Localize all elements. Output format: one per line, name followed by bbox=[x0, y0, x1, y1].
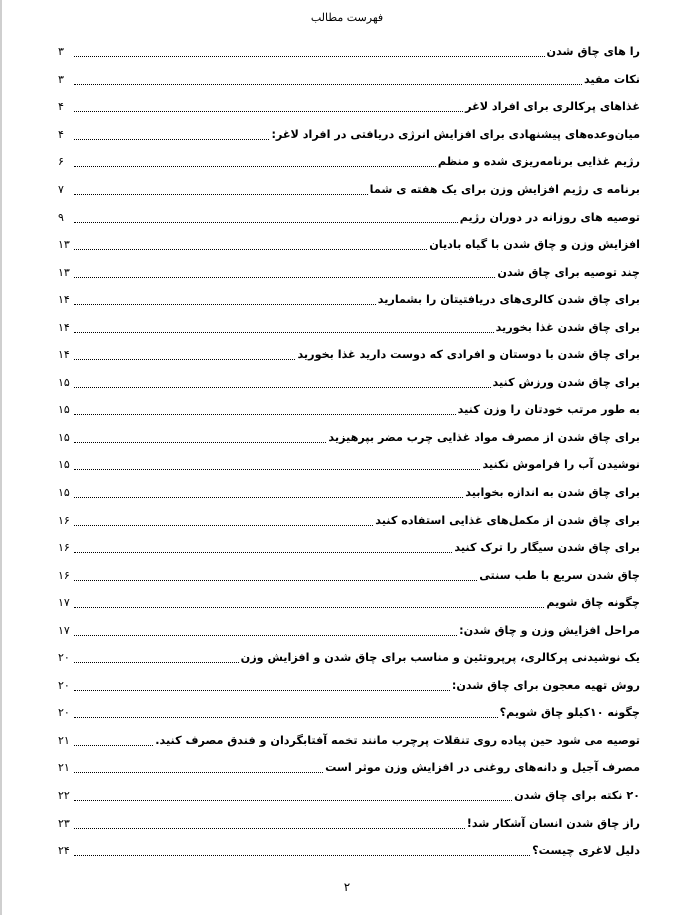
toc-entry-title[interactable]: برای چاق شدن سیگار را ترک کنید bbox=[454, 541, 640, 555]
toc-entry[interactable] bbox=[58, 341, 640, 369]
toc-entry-page: ۶ bbox=[58, 155, 64, 169]
toc-entry-title[interactable]: غذاهای پرکالری برای افراد لاغر bbox=[465, 100, 640, 114]
toc-entry-title[interactable]: دلیل لاغری چیست؟ bbox=[532, 844, 640, 858]
toc-entry-page: ۱۳ bbox=[58, 238, 70, 252]
toc-entry-page: ۱۷ bbox=[58, 596, 70, 610]
toc-entry[interactable] bbox=[58, 176, 640, 204]
toc-entry[interactable] bbox=[58, 479, 640, 507]
toc-entry-title[interactable]: مصرف آجیل و دانه‌های روغنی در افزایش وزن موثر است bbox=[325, 761, 640, 775]
dot-leader bbox=[74, 497, 463, 498]
toc-entry[interactable] bbox=[58, 644, 640, 672]
dot-leader bbox=[74, 277, 495, 278]
toc-entry-page: ۱۶ bbox=[58, 513, 70, 527]
toc-entry-title[interactable]: چگونه ۱۰کیلو چاق شویم؟ bbox=[499, 706, 640, 720]
toc-entry-page: ۱۶ bbox=[58, 568, 70, 582]
toc-entry-title[interactable]: راز چاق شدن انسان آشکار شد! bbox=[466, 816, 640, 830]
toc-entry-title[interactable]: برای چاق شدن با دوستان و افرادی که دوست دارید غذا بخورید bbox=[297, 348, 640, 362]
toc-entry[interactable] bbox=[58, 424, 640, 452]
toc-entry-page: ۲۱ bbox=[58, 761, 70, 775]
toc-entry-page: ۲۰ bbox=[58, 651, 70, 665]
toc-entry-page: ۳ bbox=[58, 72, 64, 86]
toc-entry[interactable] bbox=[58, 589, 640, 617]
toc-entry[interactable] bbox=[58, 258, 640, 286]
page-number: ۲ bbox=[343, 880, 351, 894]
dot-leader bbox=[74, 111, 463, 112]
toc-entry-page: ۲۰ bbox=[58, 678, 70, 692]
dot-leader bbox=[74, 139, 269, 140]
toc-entry-page: ۱۴ bbox=[58, 293, 70, 307]
toc-entry-page: ۱۵ bbox=[58, 403, 70, 417]
toc-entry-page: ۱۴ bbox=[58, 320, 70, 334]
toc-entry-page: ۲۰ bbox=[58, 706, 70, 720]
dot-leader bbox=[74, 387, 491, 388]
toc-entry-title[interactable]: توصیه های روزانه در دوران رژیم bbox=[459, 210, 640, 224]
toc-entry-title[interactable]: برای چاق شدن غذا بخورید bbox=[495, 320, 640, 334]
dot-leader bbox=[74, 56, 545, 57]
toc-entry-title[interactable]: مراحل افزایش وزن و چاق شدن: bbox=[459, 623, 640, 637]
toc-entry-page: ۱۷ bbox=[58, 623, 70, 637]
dot-leader bbox=[74, 690, 450, 691]
toc-entry[interactable] bbox=[58, 93, 640, 121]
toc-entry-title[interactable]: نوشیدن آب را فراموش نکنید bbox=[482, 458, 640, 472]
dot-leader bbox=[74, 635, 457, 636]
toc-entry-title[interactable]: ۲۰ نکته برای چاق شدن bbox=[514, 789, 640, 803]
toc-entry-page: ۴ bbox=[58, 127, 64, 141]
toc-entry-title[interactable]: چاق شدن سریع با طب سنتی bbox=[479, 568, 640, 582]
toc-entry[interactable] bbox=[58, 561, 640, 589]
dot-leader bbox=[74, 249, 427, 250]
toc-entry-page: ۱۶ bbox=[58, 541, 70, 555]
dot-leader bbox=[74, 166, 436, 167]
toc-entry[interactable] bbox=[58, 506, 640, 534]
toc-entry-page: ۱۴ bbox=[58, 348, 70, 362]
toc-entry-title[interactable]: رژیم غذایی برنامه‌ریزی شده و منظم bbox=[437, 155, 640, 169]
dot-leader bbox=[74, 84, 582, 85]
dot-leader bbox=[74, 828, 465, 829]
toc-heading: فهرست مطالب bbox=[310, 11, 384, 24]
toc-entry[interactable] bbox=[58, 286, 640, 314]
toc-entry-page: ۱۳ bbox=[58, 265, 70, 279]
dot-leader bbox=[74, 332, 494, 333]
toc-entry-title[interactable]: برای چاق شدن به اندازه بخوابید bbox=[465, 486, 640, 500]
toc-entry-page: ۴ bbox=[58, 100, 64, 114]
dot-leader bbox=[74, 772, 323, 773]
toc-entry-page: ۱۵ bbox=[58, 375, 70, 389]
dot-leader bbox=[74, 662, 239, 663]
toc-entry-title[interactable]: نکات مفید bbox=[583, 72, 640, 86]
toc-entry-title[interactable]: را های چاق شدن bbox=[546, 45, 640, 59]
toc-entry-title[interactable]: چگونه چاق شویم bbox=[546, 596, 640, 610]
toc-entry-title[interactable]: توصیه می شود حین پیاده روی تنقلات پرچرب مانند تخمه آفتابگردان و فندق مصرف کنید. bbox=[155, 733, 640, 747]
toc-entry[interactable] bbox=[58, 727, 640, 755]
toc-entry-page: ۲۱ bbox=[58, 733, 70, 747]
toc-entry-title[interactable]: یک نوشیدنی پرکالری، پرپروتئین و مناسب برای چاق شدن و افزایش وزن bbox=[240, 651, 640, 665]
dot-leader bbox=[74, 194, 368, 195]
toc-entry[interactable] bbox=[58, 534, 640, 562]
toc-entry[interactable] bbox=[58, 699, 640, 727]
toc-entry-title[interactable]: به طور مرتب خودتان را وزن کنید bbox=[457, 403, 640, 417]
toc-entry[interactable] bbox=[58, 66, 640, 94]
page-edge bbox=[0, 0, 2, 915]
toc-entry[interactable] bbox=[58, 809, 640, 837]
table-of-contents bbox=[58, 38, 640, 864]
dot-leader bbox=[74, 359, 295, 360]
toc-entry-title[interactable]: برای چاق شدن ورزش کنید bbox=[492, 375, 640, 389]
toc-entry-page: ۳ bbox=[58, 45, 64, 59]
toc-entry-title[interactable]: برای چاق شدن از مکمل‌های غذایی استفاده کنید bbox=[375, 513, 640, 527]
toc-entry-title[interactable]: روش تهیه معجون برای چاق شدن: bbox=[451, 678, 640, 692]
toc-entry-title[interactable]: چند توصیه برای چاق شدن bbox=[497, 265, 640, 279]
dot-leader bbox=[74, 414, 456, 415]
toc-entry-page: ۷ bbox=[58, 183, 64, 196]
toc-entry[interactable] bbox=[58, 148, 640, 176]
toc-entry-page: ۲۲ bbox=[58, 789, 70, 803]
toc-entry[interactable] bbox=[58, 754, 640, 782]
toc-entry[interactable] bbox=[58, 38, 640, 66]
toc-entry-title[interactable]: برنامه ی رژیم افزایش وزن برای یک هفته ی شما bbox=[369, 183, 640, 196]
toc-entry[interactable] bbox=[58, 672, 640, 700]
toc-entry[interactable] bbox=[58, 396, 640, 424]
toc-entry-title[interactable]: افزایش وزن و چاق شدن با گیاه بادیان bbox=[429, 238, 640, 252]
dot-leader bbox=[74, 717, 498, 718]
dot-leader bbox=[74, 222, 458, 223]
toc-entry[interactable] bbox=[58, 782, 640, 810]
toc-entry-page: ۹ bbox=[58, 210, 64, 224]
toc-entry-page: ۲۳ bbox=[58, 816, 70, 830]
dot-leader bbox=[74, 607, 544, 608]
toc-entry-page: ۱۵ bbox=[58, 486, 70, 500]
toc-entry-title[interactable]: برای چاق شدن کالری‌های دریافتیتان را بشمارید bbox=[377, 293, 640, 307]
toc-entry-page: ۱۵ bbox=[58, 458, 70, 472]
dot-leader bbox=[74, 525, 373, 526]
toc-entry[interactable] bbox=[58, 451, 640, 479]
toc-entry[interactable] bbox=[58, 369, 640, 397]
toc-entry-title[interactable]: برای چاق شدن از مصرف مواد غذایی چرب مضر بپرهیزید bbox=[328, 430, 640, 444]
toc-entry-page: ۲۴ bbox=[58, 844, 70, 858]
dot-leader bbox=[74, 304, 376, 305]
dot-leader bbox=[74, 442, 326, 443]
dot-leader bbox=[74, 552, 452, 553]
dot-leader bbox=[74, 800, 512, 801]
toc-entry[interactable] bbox=[58, 837, 640, 865]
dot-leader bbox=[74, 745, 153, 746]
toc-entry-title[interactable]: میان‌وعده‌های پیشنهادی برای افزایش انرژی دریافتی در افراد لاغر: bbox=[271, 127, 640, 141]
toc-entry[interactable] bbox=[58, 616, 640, 644]
dot-leader bbox=[74, 580, 477, 581]
toc-entry[interactable] bbox=[58, 121, 640, 149]
toc-entry[interactable] bbox=[58, 231, 640, 259]
toc-entry[interactable] bbox=[58, 203, 640, 231]
toc-entry-page: ۱۵ bbox=[58, 430, 70, 444]
toc-entry[interactable] bbox=[58, 313, 640, 341]
dot-leader bbox=[74, 469, 480, 470]
dot-leader bbox=[74, 855, 530, 856]
